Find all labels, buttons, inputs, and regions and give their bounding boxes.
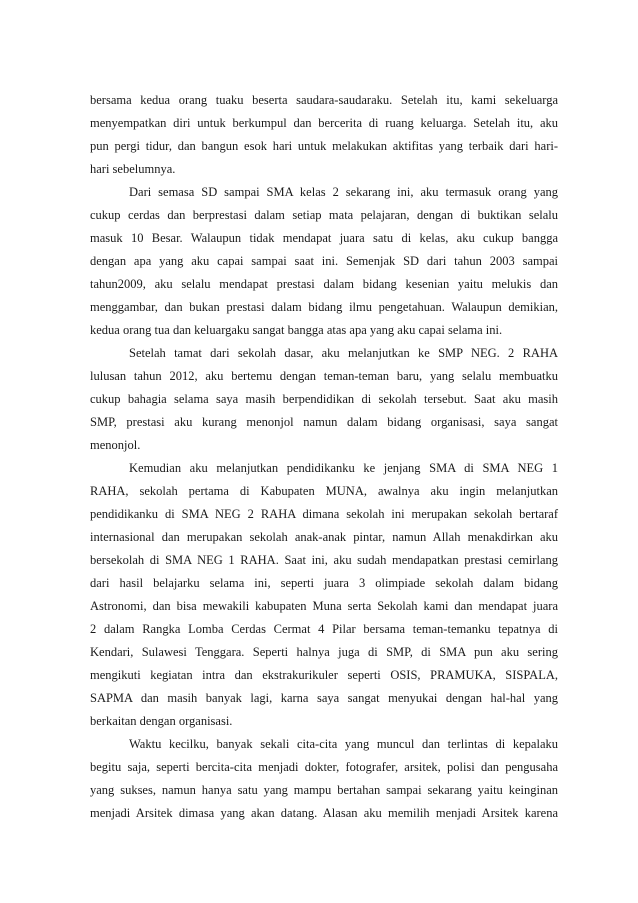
text-line: dengan apa yang aku capai sampai saat ini. Semenjak SD dari tahun 2003 sampai — [90, 254, 558, 268]
text-line: RAHA, sekolah pertama di Kabupaten MUNA, awalnya aku ingin melanjutkan — [90, 484, 558, 498]
text-line: cukup cerdas dan berprestasi dalam setiap mata pelajaran, dengan di buktikan selalu — [90, 208, 558, 222]
text-line: menggambar, dan bukan prestasi dalam bidang ilmu pengetahuan. Walaupun demikian, — [90, 300, 558, 314]
text-line: internasional dan merupakan sekolah anak-anak pintar, namun Allah menakdirkan aku — [90, 530, 558, 544]
text-line: SMP, prestasi aku kurang menonjol namun dalam bidang organisasi, saya sangat — [90, 415, 558, 429]
text-line: Kendari, Sulawesi Tenggara. Seperti halnya juga di SMP, di SMA pun aku sering — [90, 645, 558, 659]
text-line: 2 dalam Rangka Lomba Cerdas Cermat 4 Pilar bersama teman-temanku tepatnya di — [90, 622, 558, 636]
text-line: Astronomi, dan bisa mewakili kabupaten Muna serta Sekolah kami dan mendapat juara — [90, 599, 558, 613]
text-line: dari hasil belajarku selama ini, seperti juara 3 olimpiade sekolah dalam bidang — [90, 576, 558, 590]
text-line: yang sukses, namun hanya satu yang mampu bertahan sampai sekarang yaitu keinginan — [90, 783, 558, 797]
text-line: begitu saja, seperti bercita-cita menjadi dokter, fotografer, arsitek, polisi dan pengusaha — [90, 760, 558, 774]
paragraph-first-line: Dari semasa SD sampai SMA kelas 2 sekarang ini, aku termasuk orang yang — [129, 185, 558, 199]
paragraph-first-line: Kemudian aku melanjutkan pendidikanku ke jenjang SMA di SMA NEG 1 — [129, 461, 558, 475]
text-line: pun pergi tidur, dan bangun esok hari untuk melakukan aktifitas yang terbaik dari hari- — [90, 139, 558, 153]
text-line: hari sebelumnya. — [90, 162, 176, 176]
text-line: masuk 10 Besar. Walaupun tidak mendapat juara satu di kelas, aku cukup bangga — [90, 231, 558, 245]
text-line: bersama kedua orang tuaku beserta saudara-saudaraku. Setelah itu, kami sekeluarga — [90, 93, 558, 107]
text-line: cukup bahagia selama saya masih berpendidikan di sekolah tersebut. Saat aku masih — [90, 392, 558, 406]
text-line: pendidikanku di SMA NEG 2 RAHA dimana sekolah ini merupakan sekolah bertaraf — [90, 507, 558, 521]
paragraph-first-line: Setelah tamat dari sekolah dasar, aku melanjutkan ke SMP NEG. 2 RAHA — [129, 346, 558, 360]
text-line: kedua orang tua dan keluargaku sangat bangga atas apa yang aku capai selama ini. — [90, 323, 503, 337]
text-line: menjadi Arsitek dimasa yang akan datang. Alasan aku memilih menjadi Arsitek karena — [90, 806, 558, 820]
text-line: bersekolah di SMA NEG 1 RAHA. Saat ini, aku sudah mendapatkan prestasi cemirlang — [90, 553, 558, 567]
text-line: mengikuti kegiatan intra dan ekstrakurikuler seperti OSIS, PRAMUKA, SISPALA, — [90, 668, 558, 682]
text-line: menonjol. — [90, 438, 141, 452]
text-line: berkaitan dengan organisasi. — [90, 714, 233, 728]
text-line: lulusan tahun 2012, aku bertemu dengan teman-teman baru, yang selalu membuatku — [90, 369, 558, 383]
text-line: tahun2009, aku selalu mendapat prestasi dalam bidang kesenian yaitu melukis dan — [90, 277, 558, 291]
text-line: menyempatkan diri untuk berkumpul dan bercerita di ruang keluarga. Setelah itu, aku — [90, 116, 558, 130]
text-line: SAPMA dan masih banyak lagi, karna saya sangat menyukai dengan hal-hal yang — [90, 691, 558, 705]
paragraph-first-line: Waktu kecilku, banyak sekali cita-cita yang muncul dan terlintas di kepalaku — [129, 737, 558, 751]
